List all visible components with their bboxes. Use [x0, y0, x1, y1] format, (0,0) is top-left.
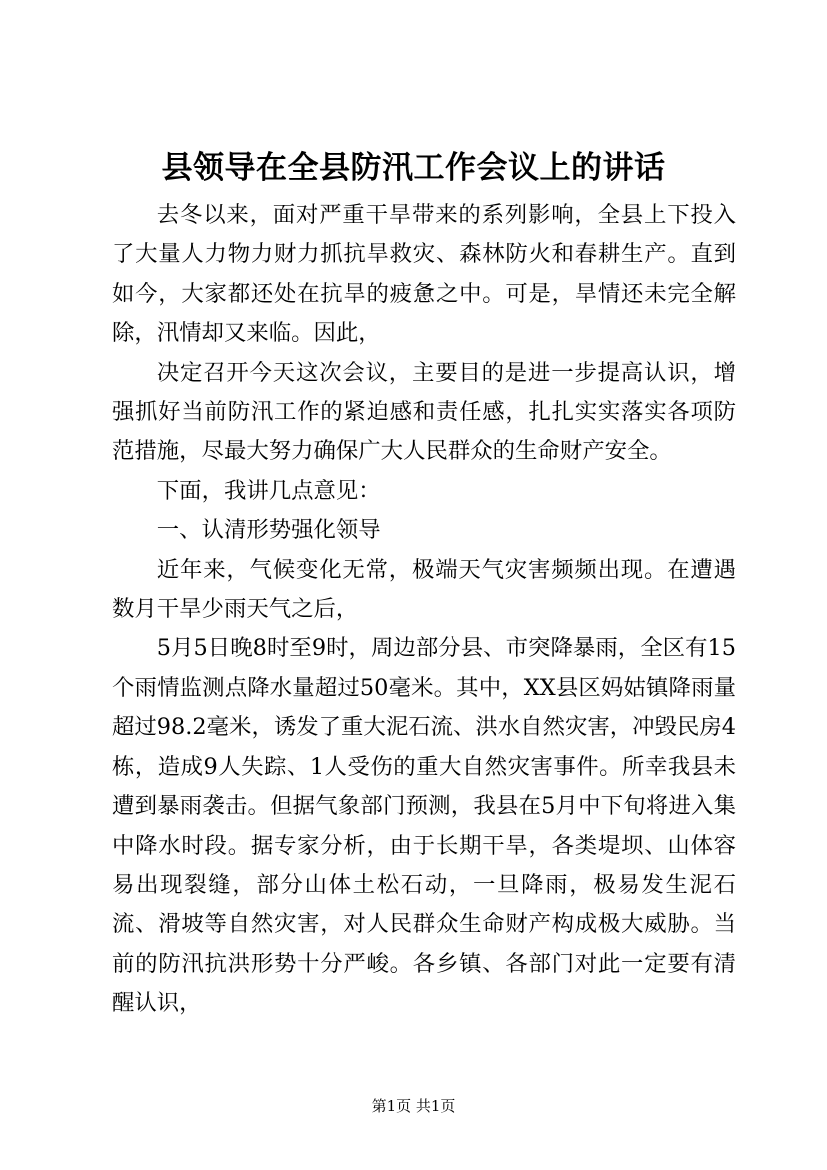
paragraph: 决定召开今天这次会议，主要目的是进一步提高认识，增强抓好当前防汛工作的紧迫感和责任感，扎扎实实落实各项防范措施，尽最大努力确保广大人民群众的生命财产安全。	[112, 359, 736, 465]
paragraph: 去冬以来，面对严重干旱带来的系列影响，全县上下投入了大量人力物力财力抓抗旱救灾、森林防火和春耕生产。直到如今，大家都还处在抗旱的疲惫之中。可是，旱情还未完全解除，汛情却又来临。因此，	[112, 202, 736, 347]
page-footer: 第1页 共1页	[371, 1097, 456, 1115]
paragraph: 下面，我讲几点意见：	[156, 477, 381, 504]
paragraph: 近年来，气候变化无常，极端天气灾害频频出现。在遭遇数月干旱少雨天气之后，	[112, 556, 736, 623]
paragraph: 5月5日晚8时至9时，周边部分县、市突降暴雨，全区有15个雨情监测点降水量超过50毫米。其中，XX县区妈姑镇降雨量超过98.2毫米，诱发了重大泥石流、洪水自然灾害，冲毁民房4栋，造成9人失踪、1人受伤的重大自然灾害事件。所幸我县未遭到暴雨袭击。但据气象部门预测，我县在5月中下旬将进入集中降水时段。据专家分析，由于长期干旱，各类堤坝、山体容易出现裂缝，部分山体土松石动，一旦降雨，极易发生泥石流、滑坡等自然灾害，对人民群众生命财产构成极大威胁。当前的防汛抗洪形势十分严峻。各乡镇、各部门对此一定要有清醒认识，	[112, 635, 736, 1017]
section-heading: 一、认清形势强化领导	[156, 517, 381, 544]
document-title: 县领导在全县防汛工作会议上的讲话	[161, 150, 666, 186]
document-body	[112, 196, 736, 1024]
